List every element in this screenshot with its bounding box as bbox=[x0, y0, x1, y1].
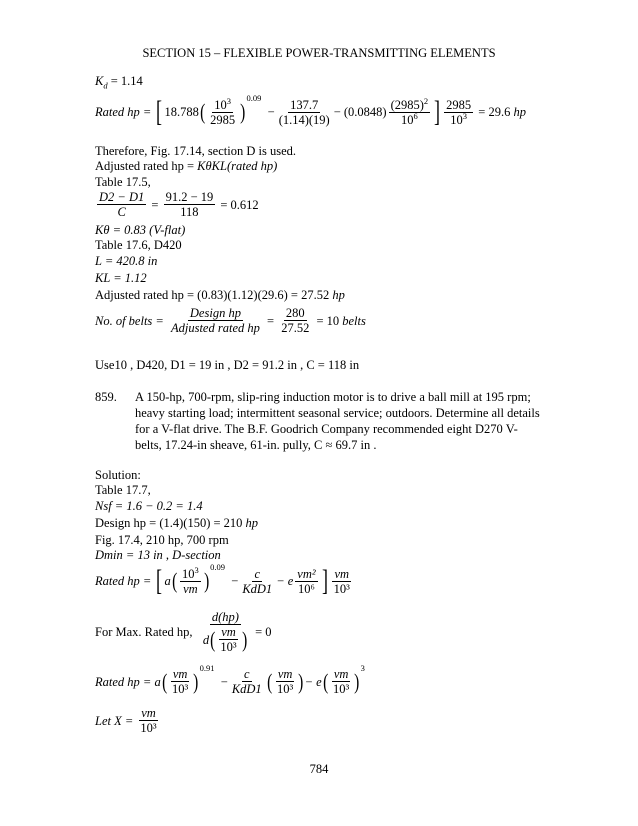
number-of-belts-equation: No. of belts = $\frac{\text{Design hp}}{\text{Adjusted rated hp}}$ = $\frac{280}{27.52}$ = 10 belts bbox=[95, 306, 366, 335]
diameter-ratio-equation: $\frac{D2 - D1}{C}$ = $\frac{91.2 - 19}{118}$ = 0.612 bbox=[99, 190, 259, 219]
solution-label: Solution: bbox=[95, 468, 141, 482]
problem-text-line-3: for a V-flat drive. The B.F. Goodrich Company recommended eight D270 V- bbox=[135, 422, 518, 436]
let-x-definition: Let X = $\frac{vm}{\text{10³}}$ bbox=[95, 706, 157, 735]
rated-hp-general-equation: Rated hp = [ a ( $\frac{10^3}{vm}$ ) $^{0.09}$ − $\frac{c}{\text{KdD1}}$ − e $\frac{\text{vm²}}{\text{10⁶}}$ ] $\frac{vm}{\text{10³}}$ bbox=[95, 562, 350, 597]
design-hp-line: Design hp = (1.4)(150) = 210 hp bbox=[95, 516, 259, 530]
page-header: SECTION 15 – FLEXIBLE POWER-TRANSMITTING ELEMENTS bbox=[142, 46, 496, 60]
dmin-line: Dmin = 13 in , D-section bbox=[95, 548, 221, 562]
page-number: 784 bbox=[309, 762, 329, 776]
length-line: L = 420.8 in bbox=[95, 254, 158, 268]
max-rated-condition: For Max. Rated hp, d(hp) d ( $\frac{vm}{\text{10³}}$ ) = 0 bbox=[95, 610, 272, 654]
problem-text-line-4: belts, 17.24-in sheave, 61-in. pully, C ≈ 69.7 in . bbox=[135, 438, 377, 452]
table-17-5-label: Table 17.5, bbox=[95, 175, 151, 189]
kd-line: $K_d = 1.14$ bbox=[95, 74, 143, 91]
use-summary-line: Use10 , D420, D1 = 19 in , D2 = 91.2 in , C = 118 in bbox=[95, 358, 360, 372]
therefore-text: Therefore, Fig. 17.14, section D is used. bbox=[95, 144, 297, 158]
nsf-line: Nsf = 1.6 − 0.2 = 1.4 bbox=[95, 499, 203, 513]
kl-line: KL = 1.12 bbox=[95, 271, 147, 285]
problem-text-line-1: A 150-hp, 700-rpm, slip-ring induction motor is to drive a ball mill at 195 rpm; bbox=[135, 390, 531, 404]
fig-17-4-line: Fig. 17.4, 210 hp, 700 rpm bbox=[95, 533, 229, 547]
adjusted-rated-formula: Adjusted rated hp = KθKL(rated hp) bbox=[95, 159, 278, 173]
problem-number: 859. bbox=[95, 390, 117, 404]
table-17-6-label: Table 17.6, D420 bbox=[95, 238, 182, 252]
rated-hp-equation-1: Rated hp = [ 18.788 ( $\frac{10^3}{2985}$ ) $^{0.09}$ − $\frac{137.7}{(1.14)(19)}$ − (0.0848) $\frac{(2985)^2}{10^6}$ ] $\frac{2985}{10^3}$ = 29.6 hp bbox=[95, 93, 526, 128]
rated-hp-expanded-equation: Rated hp = a ( $\frac{vm}{\text{10³}}$ ) $^{0.91}$ − $\frac{c}{\text{KdD1}}$ ( $\frac{vm}{\text{10³}}$ ) − e ( $\frac{vm}{\text{10³}}$ ) $^3$ bbox=[95, 662, 365, 696]
adjusted-rated-calc: Adjusted rated hp = (0.83)(1.12)(29.6) = 27.52 hp bbox=[95, 288, 345, 302]
table-17-7-label: Table 17.7, bbox=[95, 483, 151, 497]
problem-text-line-2: heavy starting load; intermittent seasonal service; outdoors. Determine all details bbox=[135, 406, 540, 420]
ktheta-line: Kθ = 0.83 (V-flat) bbox=[95, 223, 186, 237]
